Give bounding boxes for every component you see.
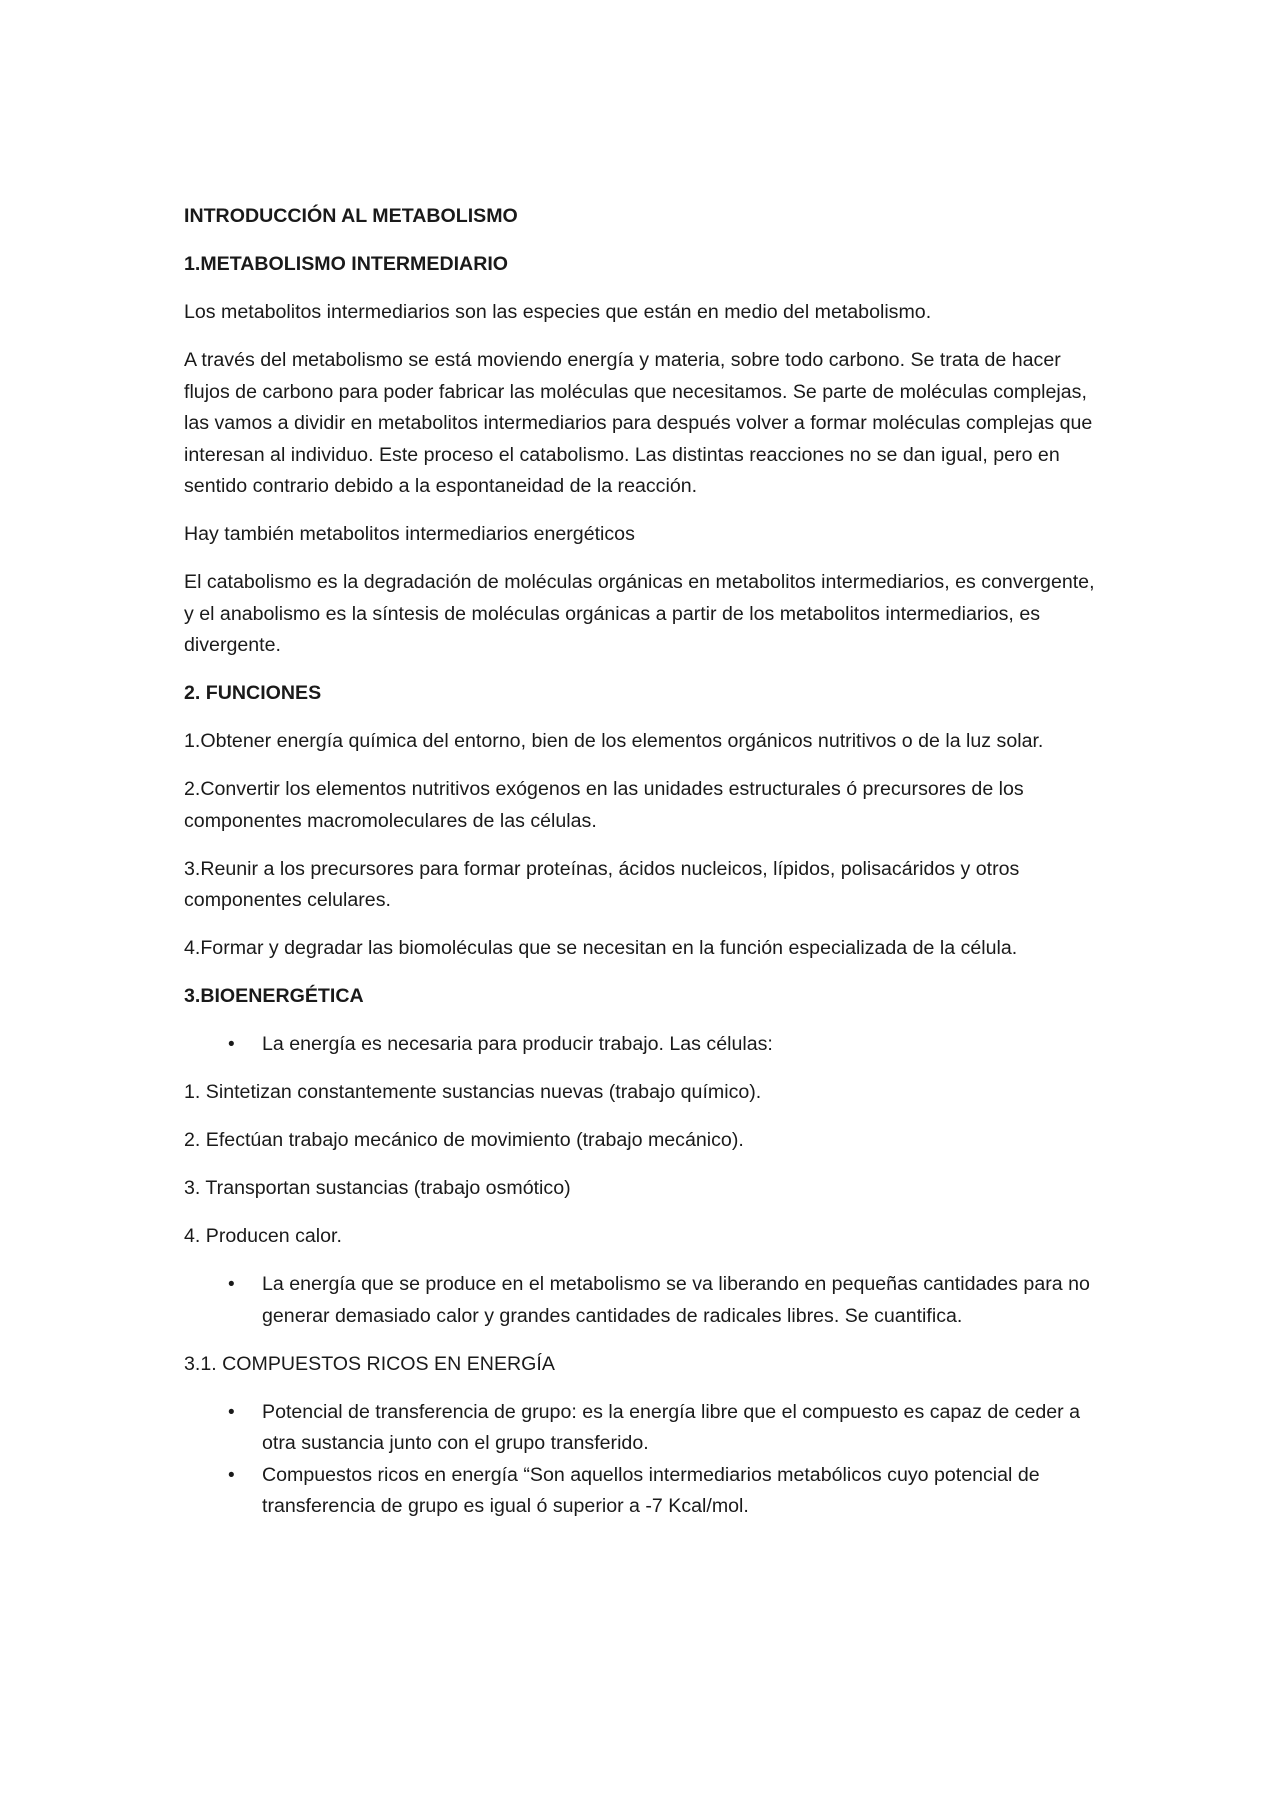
bullet-text: Potencial de transferencia de grupo: es la energía libre que el compuesto es capaz de ceder a otra sustancia junto con el grupo transferido. [262,1400,1081,1454]
numbered-item: 4. Producen calor. [184,1225,342,1247]
function-item: 4.Formar y degradar las biomoléculas que se necesitan en la función especializada de la célula. [184,937,1018,959]
bullet-icon: • [228,1034,235,1055]
bullet-item [184,1460,1100,1523]
bullet-item [184,1029,1100,1061]
bullet-icon: • [228,1401,235,1423]
numbered-item: 1. Sintetizan constantemente sustancias nuevas (trabajo químico). [184,1081,762,1103]
function-item: 3.Reunir a los precursores para formar proteínas, ácidos nucleicos, lípidos, polisacáridos y otros componentes celulares. [184,857,1020,911]
paragraph: El catabolismo es la degradación de moléculas orgánicas en metabolitos intermediarios, es convergente, y el anabolismo es la síntesis de moléculas orgánicas a partir de los metabolitos intermediarios, es divergente. [184,571,1095,656]
bullet-icon: • [228,1464,235,1486]
paragraph: Hay también metabolitos intermediarios energéticos [184,523,635,545]
bullet-icon: • [228,1274,235,1295]
function-item: 1.Obtener energía química del entorno, bien de los elementos orgánicos nutritivos o de la luz solar. [184,730,1044,752]
bullet-item [184,1397,1100,1460]
bullet-text: La energía que se produce en el metabolismo se va liberando en pequeñas cantidades para no generar demasiado calor y grandes cantidades de radicales libres. Se cuantifica. [262,1273,1090,1327]
bullet-list [184,1397,1100,1523]
section-heading-funciones: 2. FUNCIONES [184,682,322,704]
document-title: INTRODUCCIÓN AL METABOLISMO [184,205,518,227]
bullet-item [184,1269,1100,1332]
section-heading-metabolismo-intermediario: 1.METABOLISMO INTERMEDIARIO [184,253,509,275]
bullet-text: Compuestos ricos en energía “Son aquellos intermediarios metabólicos cuyo potencial de transferencia de grupo es igual ó superior a -7 Kcal/mol. [262,1463,1040,1517]
paragraph: Los metabolitos intermediarios son las especies que están en medio del metabolismo. [184,301,932,323]
function-item: 2.Convertir los elementos nutritivos exógenos en las unidades estructurales ó precursores de los componentes macromoleculares de las células. [184,778,1024,832]
bullet-text: La energía es necesaria para producir trabajo. Las células: [262,1033,773,1055]
numbered-item: 3. Transportan sustancias (trabajo osmótico) [184,1177,571,1199]
section-heading-bioenergetica: 3.BIOENERGÉTICA [184,985,364,1007]
subsection-heading-compuestos: 3.1. COMPUESTOS RICOS EN ENERGÍA [184,1352,555,1375]
paragraph: A través del metabolismo se está moviendo energía y materia, sobre todo carbono. Se trata de hacer flujos de carbono para poder fabricar las moléculas que necesitamos. Se parte de moléculas complejas, las vamos a dividir en metabolitos intermediarios para después volver a formar moléculas complejas que interesan al individuo. Este proceso el catabolismo. Las distintas reacciones no se dan igual, pero en sentido contrario debido a la espontaneidad de la reacción. [184,349,1093,497]
numbered-item: 2. Efectúan trabajo mecánico de movimiento (trabajo mecánico). [184,1129,744,1151]
